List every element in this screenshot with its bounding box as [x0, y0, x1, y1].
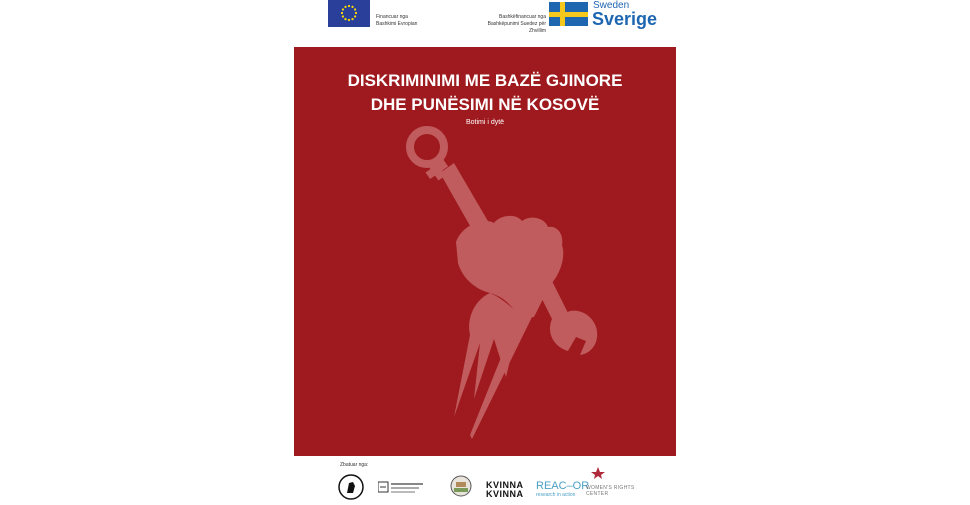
partner-emblem-icon	[378, 480, 424, 494]
sweden-funding-text	[478, 14, 546, 35]
partner-logo-2	[378, 480, 424, 499]
sweden-funding-line1: Bashkëfinancuar nga	[499, 14, 546, 20]
kvinna-logo	[486, 481, 524, 499]
reactor-logo	[536, 480, 589, 498]
partner-logo-3	[448, 474, 474, 503]
kvinna-line2: KVINNA	[486, 489, 524, 499]
report-cover	[294, 47, 676, 456]
cover-title-line1: DISKRIMINIMI ME BAZË GJINORE	[347, 71, 623, 90]
cover-subtitle: Botimi i dytë	[465, 119, 505, 126]
wrc-line2: CENTER	[586, 491, 609, 497]
wrc-star-icon	[586, 466, 610, 480]
kvinna-line1: KVINNA	[486, 480, 524, 490]
cover-title	[294, 69, 676, 117]
reactor-tagline: research in action	[536, 492, 576, 498]
sweden-flag-logo	[549, 2, 588, 26]
eu-funding-line2: Bashkimi Evropian	[376, 21, 418, 27]
sweden-word-en: Sweden	[593, 0, 630, 11]
eu-flag-logo	[328, 0, 370, 27]
eu-funding-line1: Financuar nga	[376, 14, 408, 20]
wrc-line1: WOMEN'S RIGHTS	[586, 485, 635, 491]
sweden-word-sv: Sverige	[592, 9, 658, 29]
partner-circle-emblem-icon	[448, 474, 474, 498]
fist-circle-logo-icon	[338, 474, 364, 500]
eu-stars-icon	[328, 0, 370, 27]
cover-title-line2: DHE PUNËSIMI NË KOSOVË	[370, 95, 600, 114]
reactor-name: REAC–OR	[536, 480, 590, 492]
sweden-funding-line2: Bashkëpunimi Suedez për Zhvillim	[487, 21, 546, 34]
partner-logo-1	[338, 474, 364, 505]
eu-funding-text	[376, 14, 417, 28]
footer-implemented-by: Zbatuar nga:	[340, 462, 369, 468]
wrc-logo	[586, 466, 635, 497]
